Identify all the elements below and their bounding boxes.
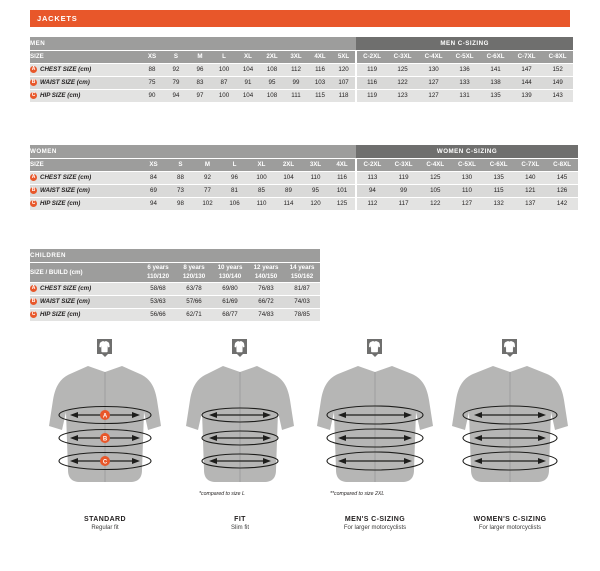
men-size-label: SIZE <box>30 50 140 63</box>
cell: 69/80 <box>212 282 248 295</box>
cell: 87 <box>212 76 236 89</box>
cell: 127 <box>451 197 483 210</box>
children-table-title: CHILDREN <box>30 249 320 262</box>
men-row-waist-label: WAIST SIZE (cm) <box>40 79 90 87</box>
cell: 131 <box>449 89 480 102</box>
women-csize-c3xl: C-3XL <box>388 158 420 171</box>
men-csize-c3xl: C-3XL <box>387 50 418 63</box>
measure-key-b-icon: B <box>31 78 36 85</box>
cell: 88 <box>167 171 194 184</box>
figure-title-fit: FIT <box>234 516 246 523</box>
cell: 116 <box>329 171 356 184</box>
figure-fit <box>165 352 315 502</box>
cell: 140 <box>514 171 546 184</box>
figure-caption-mens-c-sizing <box>300 516 450 531</box>
cell: 104 <box>275 171 302 184</box>
cell: 137 <box>514 197 546 210</box>
figure-note-fit: *compared to size L <box>199 491 245 497</box>
men-csize-c7xl: C-7XL <box>511 50 542 63</box>
figure-subtitle-womens-c-sizing: For larger motorcyclists <box>478 525 542 531</box>
badge-mens-c-sizing-icon <box>367 339 382 354</box>
men-csizing-title: MEN C-SIZING <box>356 37 573 50</box>
cell: 74/03 <box>284 295 320 308</box>
cell: 74/83 <box>248 308 284 321</box>
svg-text:C: C <box>102 459 108 466</box>
cell: 101 <box>329 184 356 197</box>
cell: 102 <box>194 197 221 210</box>
cell: 88 <box>140 63 164 76</box>
men-csize-c4xl: C-4XL <box>418 50 449 63</box>
children-age-10: 10 years <box>217 264 243 271</box>
table-row <box>30 63 573 76</box>
cell: 135 <box>480 89 511 102</box>
figure-note-mens-c-sizing: **compared to size 2XL <box>330 491 385 497</box>
cell: 57/66 <box>176 295 212 308</box>
men-row-hip-label: HIP SIZE (cm) <box>40 92 81 100</box>
cell: 94 <box>356 184 388 197</box>
women-row-chest-label: CHEST SIZE (cm) <box>40 174 92 182</box>
cell: 100 <box>212 63 236 76</box>
svg-text:B: B <box>102 436 108 443</box>
cell: 62/71 <box>176 308 212 321</box>
women-size-table <box>30 145 578 210</box>
children-size-table <box>30 249 320 321</box>
cell: 58/68 <box>140 282 176 295</box>
cell: 120 <box>302 197 329 210</box>
cell: 117 <box>388 197 420 210</box>
measure-key-a-icon: A <box>31 65 36 72</box>
cell: 144 <box>511 76 542 89</box>
cell: 122 <box>387 76 418 89</box>
women-csize-c5xl: C-5XL <box>451 158 483 171</box>
men-size-m: M <box>188 50 212 63</box>
cell: 116 <box>308 63 332 76</box>
cell: 141 <box>480 63 511 76</box>
cell: 115 <box>308 89 332 102</box>
women-size-s: S <box>167 158 194 171</box>
women-size-4xl: 4XL <box>329 158 356 171</box>
women-size-m: M <box>194 158 221 171</box>
table-row <box>30 76 573 89</box>
children-build-12: 140/150 <box>254 273 278 280</box>
table-row <box>30 295 320 308</box>
men-csize-c8xl: C-8XL <box>542 50 573 63</box>
men-size-xl: XL <box>236 50 260 63</box>
cell: 97 <box>188 89 212 102</box>
cell: 110 <box>302 171 329 184</box>
cell: 116 <box>356 76 387 89</box>
cell: 119 <box>356 63 387 76</box>
cell: 130 <box>451 171 483 184</box>
men-header-row <box>30 50 573 63</box>
cell: 69 <box>140 184 167 197</box>
cell: 85 <box>248 184 275 197</box>
svg-text:A: A <box>102 413 108 420</box>
figure-caption-standard <box>30 516 180 531</box>
jacket-illustration-mens-c-sizing <box>300 352 450 502</box>
children-build-10: 130/140 <box>218 273 242 280</box>
jacket-illustration-fit <box>165 352 315 502</box>
women-size-xs: XS <box>140 158 167 171</box>
children-age-6: 6 years <box>147 264 169 271</box>
figure-caption-fit <box>165 516 315 531</box>
cell: 120 <box>332 63 356 76</box>
children-header-row <box>30 262 320 282</box>
measure-key-a-icon: A <box>31 284 36 291</box>
cell: 103 <box>308 76 332 89</box>
men-row-chest-label: CHEST SIZE (cm) <box>40 66 92 74</box>
cell: 110 <box>451 184 483 197</box>
cell: 115 <box>483 184 515 197</box>
cell: 112 <box>356 197 388 210</box>
cell: 113 <box>356 171 388 184</box>
cell: 108 <box>260 63 284 76</box>
women-csize-c4xl: C-4XL <box>419 158 451 171</box>
cell: 143 <box>542 89 573 102</box>
cell: 96 <box>188 63 212 76</box>
children-age-8: 8 years <box>183 264 205 271</box>
cell: 119 <box>356 89 387 102</box>
cell: 81/87 <box>284 282 320 295</box>
cell: 132 <box>483 197 515 210</box>
cell: 77 <box>194 184 221 197</box>
women-csizing-title: WOMEN C-SIZING <box>356 145 578 158</box>
figure-womens-c-sizing <box>435 352 585 502</box>
men-csize-c6xl: C-6XL <box>480 50 511 63</box>
page-title: JACKETS <box>37 14 78 23</box>
women-size-l: L <box>221 158 248 171</box>
cell: 149 <box>542 76 573 89</box>
cell: 89 <box>275 184 302 197</box>
cell: 94 <box>140 197 167 210</box>
cell: 127 <box>418 89 449 102</box>
men-size-5xl: 5XL <box>332 50 356 63</box>
children-row-chest-label: CHEST SIZE (cm) <box>40 285 92 293</box>
cell: 136 <box>449 63 480 76</box>
cell: 122 <box>419 197 451 210</box>
cell: 94 <box>164 89 188 102</box>
figure-subtitle-mens-c-sizing: For larger motorcyclists <box>343 525 407 531</box>
cell: 83 <box>188 76 212 89</box>
cell: 81 <box>221 184 248 197</box>
figure-mens-c-sizing <box>300 352 450 502</box>
figure-title-mens-c-sizing: MEN'S C-SIZING <box>344 516 406 523</box>
cell: 100 <box>248 171 275 184</box>
cell: 95 <box>260 76 284 89</box>
cell: 75 <box>140 76 164 89</box>
cell: 56/66 <box>140 308 176 321</box>
measure-key-b-icon: B <box>31 297 36 304</box>
cell: 92 <box>164 63 188 76</box>
children-build-6: 110/120 <box>146 273 170 280</box>
figure-title-standard: STANDARD <box>84 516 126 523</box>
cell: 126 <box>546 184 578 197</box>
cell: 106 <box>221 197 248 210</box>
women-csize-c6xl: C-6XL <box>483 158 515 171</box>
cell: 66/72 <box>248 295 284 308</box>
figure-caption-womens-c-sizing <box>435 516 585 531</box>
cell: 125 <box>387 63 418 76</box>
men-size-s: S <box>164 50 188 63</box>
cell: 63/78 <box>176 282 212 295</box>
women-row-waist-label: WAIST SIZE (cm) <box>40 187 90 195</box>
women-size-xl: XL <box>248 158 275 171</box>
cell: 104 <box>236 63 260 76</box>
cell: 107 <box>332 76 356 89</box>
measure-key-c-icon: C <box>31 200 36 207</box>
cell: 121 <box>514 184 546 197</box>
cell: 92 <box>194 171 221 184</box>
cell: 152 <box>542 63 573 76</box>
cell: 95 <box>302 184 329 197</box>
jacket-illustration-womens-c-sizing <box>435 352 585 502</box>
measure-key-b-icon: B <box>31 186 36 193</box>
cell: 118 <box>332 89 356 102</box>
cell: 112 <box>284 63 308 76</box>
table-row <box>30 184 578 197</box>
cell: 76/83 <box>248 282 284 295</box>
cell: 68/77 <box>212 308 248 321</box>
cell: 100 <box>212 89 236 102</box>
cell: 98 <box>167 197 194 210</box>
men-size-table <box>30 37 573 102</box>
badge-standard-icon <box>97 339 112 354</box>
cell: 147 <box>511 63 542 76</box>
women-row-hip-label: HIP SIZE (cm) <box>40 200 81 208</box>
cell: 139 <box>511 89 542 102</box>
cell: 73 <box>167 184 194 197</box>
cell: 78/85 <box>284 308 320 321</box>
cell: 111 <box>284 89 308 102</box>
women-header-row <box>30 158 578 171</box>
men-csize-c2xl: C-2XL <box>356 50 387 63</box>
figure-subtitle-standard: Regular fit <box>91 525 119 531</box>
cell: 79 <box>164 76 188 89</box>
men-table-title: MEN <box>30 37 356 50</box>
badge-fit-icon <box>232 339 247 354</box>
children-build-14: 150/162 <box>290 273 314 280</box>
cell: 84 <box>140 171 167 184</box>
children-age-14: 14 years <box>289 264 315 271</box>
women-table-title: WOMEN <box>30 145 356 158</box>
men-csize-c5xl: C-5XL <box>449 50 480 63</box>
table-row <box>30 308 320 321</box>
cell: 133 <box>449 76 480 89</box>
women-csize-c8xl: C-8XL <box>546 158 578 171</box>
cell: 53/63 <box>140 295 176 308</box>
cell: 142 <box>546 197 578 210</box>
cell: 99 <box>284 76 308 89</box>
jacket-illustration-standard <box>30 352 180 502</box>
badge-womens-c-sizing-icon <box>502 339 517 354</box>
cell: 108 <box>260 89 284 102</box>
measure-key-c-icon: C <box>31 311 36 318</box>
measure-key-c-icon: C <box>31 92 36 99</box>
cell: 105 <box>419 184 451 197</box>
cell: 90 <box>140 89 164 102</box>
women-size-3xl: 3XL <box>302 158 329 171</box>
cell: 119 <box>388 171 420 184</box>
children-age-12: 12 years <box>253 264 279 271</box>
cell: 138 <box>480 76 511 89</box>
figure-standard <box>30 352 180 502</box>
men-size-3xl: 3XL <box>284 50 308 63</box>
cell: 130 <box>418 63 449 76</box>
cell: 127 <box>418 76 449 89</box>
page-title-banner <box>30 10 570 27</box>
men-size-xs: XS <box>140 50 164 63</box>
men-size-2xl: 2XL <box>260 50 284 63</box>
men-size-4xl: 4XL <box>308 50 332 63</box>
cell: 125 <box>419 171 451 184</box>
cell: 135 <box>483 171 515 184</box>
children-size-label: SIZE / BUILD (cm) <box>30 262 140 282</box>
cell: 110 <box>248 197 275 210</box>
women-csize-c2xl: C-2XL <box>356 158 388 171</box>
cell: 96 <box>221 171 248 184</box>
children-row-hip-label: HIP SIZE (cm) <box>40 311 81 319</box>
figure-title-womens-c-sizing: WOMEN'S C-SIZING <box>473 516 547 523</box>
women-size-label: SIZE <box>30 158 140 171</box>
women-csize-c7xl: C-7XL <box>514 158 546 171</box>
cell: 104 <box>236 89 260 102</box>
table-row <box>30 89 573 102</box>
measure-key-a-icon: A <box>31 173 36 180</box>
cell: 123 <box>387 89 418 102</box>
figure-subtitle-fit: Slim fit <box>231 525 249 531</box>
cell: 125 <box>329 197 356 210</box>
cell: 114 <box>275 197 302 210</box>
cell: 91 <box>236 76 260 89</box>
women-size-2xl: 2XL <box>275 158 302 171</box>
cell: 99 <box>388 184 420 197</box>
table-row <box>30 282 320 295</box>
men-size-l: L <box>212 50 236 63</box>
table-row <box>30 171 578 184</box>
table-row <box>30 197 578 210</box>
cell: 61/69 <box>212 295 248 308</box>
cell: 145 <box>546 171 578 184</box>
children-build-8: 120/130 <box>182 273 206 280</box>
children-row-waist-label: WAIST SIZE (cm) <box>40 298 90 306</box>
